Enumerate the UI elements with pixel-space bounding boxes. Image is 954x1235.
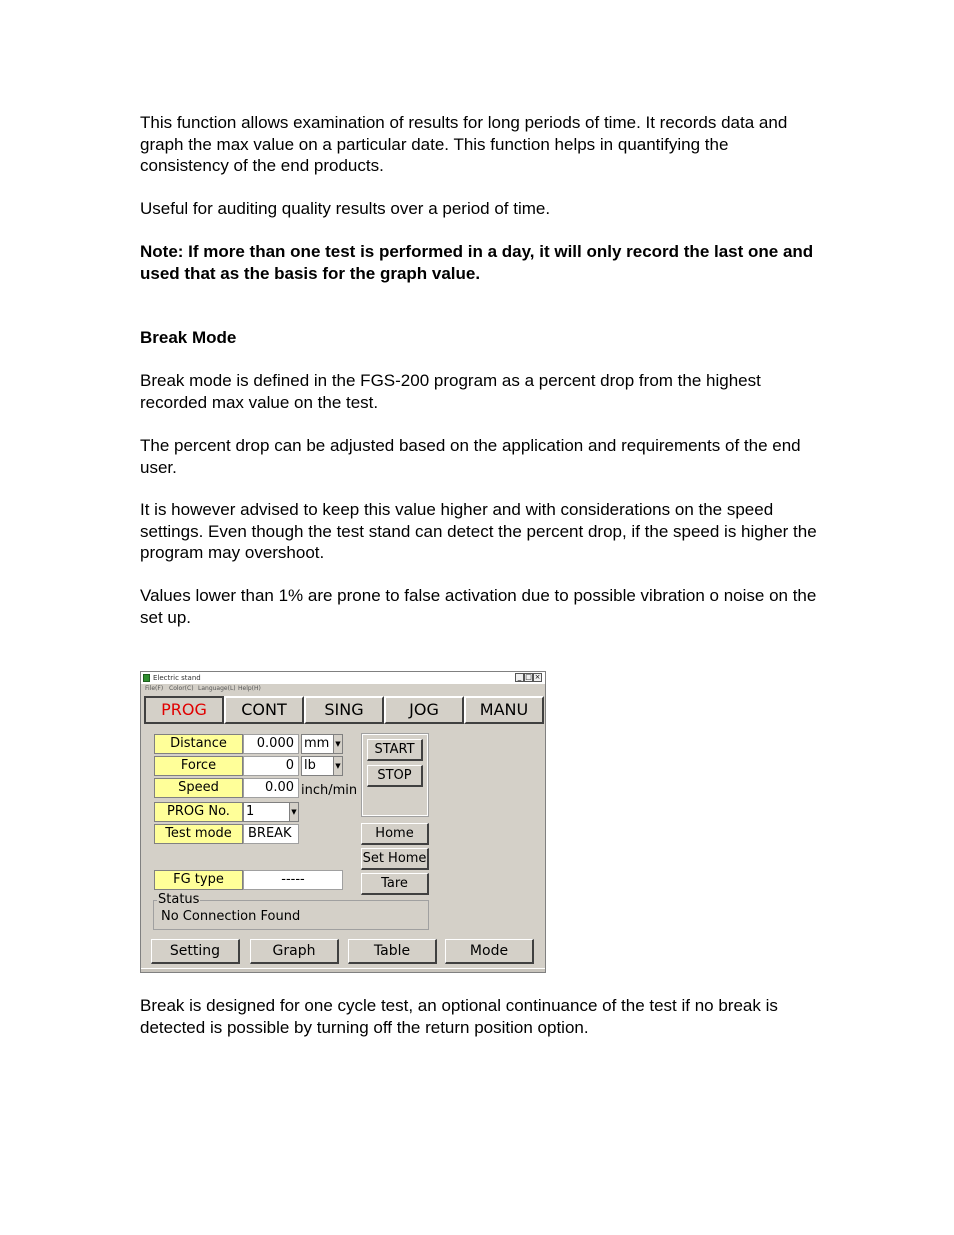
force-label: Force bbox=[154, 756, 243, 776]
tare-button[interactable]: Tare bbox=[361, 873, 429, 895]
distance-label: Distance bbox=[154, 734, 243, 754]
note-paragraph: Note: If more than one test is performed in a day, it will only record the last one and used that as the basis for the graph value. bbox=[140, 242, 814, 283]
tab-sing[interactable]: SING bbox=[304, 696, 384, 724]
status-text: No Connection Found bbox=[161, 909, 301, 924]
start-button[interactable]: START bbox=[367, 739, 423, 761]
menu-language[interactable]: Language(L) bbox=[198, 685, 236, 692]
app-icon bbox=[143, 674, 150, 682]
graph-button[interactable]: Graph bbox=[250, 939, 339, 964]
intro-paragraph: This function allows examination of results for long periods of time. It records data and graph the max value on a particular date. This function helps in quantifying the consistency of the end products. bbox=[140, 113, 788, 175]
fg-type-value: ----- bbox=[243, 870, 343, 890]
close-button[interactable]: × bbox=[534, 673, 541, 681]
status-title: Status bbox=[158, 892, 200, 907]
speed-label: Speed bbox=[154, 778, 243, 798]
low-values-paragraph: Values lower than 1% are prone to false activation due to possible vibration o noise on the set up. bbox=[140, 586, 817, 627]
distance-unit-select[interactable] bbox=[301, 734, 343, 754]
speed-advice-paragraph: It is however advised to keep this value higher and with considerations on the speed settings. Even though the test stand can detect the percent drop, if the speed is higher the program may overshoot. bbox=[140, 500, 817, 562]
mode-button[interactable]: Mode bbox=[445, 939, 534, 964]
tab-cont[interactable]: CONT bbox=[224, 696, 304, 724]
home-button[interactable]: Home bbox=[361, 823, 429, 845]
stop-button[interactable]: STOP bbox=[367, 765, 423, 787]
break-mode-heading: Break Mode bbox=[140, 328, 237, 347]
tab-manu[interactable]: MANU bbox=[464, 696, 544, 724]
closing-paragraph: Break is designed for one cycle test, an optional continuance of the test if no break is detected is possible by turning off the return position option. bbox=[140, 996, 778, 1037]
prog-no-label: PROG No. bbox=[154, 802, 243, 822]
table-button[interactable]: Table bbox=[348, 939, 437, 964]
menu-bar bbox=[141, 684, 545, 694]
electric-stand-window bbox=[140, 671, 546, 973]
window-title: Electric stand bbox=[153, 674, 201, 682]
speed-unit: inch/min bbox=[301, 783, 358, 798]
chevron-down-icon[interactable]: ▼ bbox=[289, 803, 298, 821]
distance-unit-value: mm bbox=[304, 736, 330, 751]
minimize-button[interactable]: _ bbox=[515, 673, 524, 682]
percent-drop-paragraph: The percent drop can be adjusted based on the application and requirements of the end user. bbox=[140, 436, 801, 477]
tab-jog[interactable]: JOG bbox=[384, 696, 464, 724]
distance-value: 0.000 bbox=[243, 734, 299, 754]
test-mode-label: Test mode bbox=[154, 824, 243, 844]
break-mode-definition: Break mode is defined in the FGS-200 program as a percent drop from the highest recorded max value on the test. bbox=[140, 371, 761, 412]
chevron-down-icon[interactable]: ▼ bbox=[333, 735, 342, 753]
chevron-down-icon[interactable]: ▼ bbox=[333, 757, 342, 775]
menu-help[interactable]: Help(H) bbox=[238, 685, 261, 692]
force-unit-select[interactable] bbox=[301, 756, 343, 776]
test-mode-value: BREAK bbox=[243, 824, 299, 844]
title-bar bbox=[141, 672, 545, 684]
setting-button[interactable]: Setting bbox=[151, 939, 240, 964]
prog-no-select[interactable] bbox=[243, 802, 299, 822]
menu-file[interactable]: File(F) bbox=[145, 685, 164, 692]
tab-prog[interactable]: PROG bbox=[144, 696, 224, 724]
fg-type-label: FG type bbox=[154, 870, 243, 890]
speed-value: 0.00 bbox=[243, 778, 299, 798]
status-strip bbox=[141, 968, 545, 973]
auditing-paragraph: Useful for auditing quality results over a period of time. bbox=[140, 199, 551, 218]
force-value: 0 bbox=[243, 756, 299, 776]
menu-color[interactable]: Color(C) bbox=[169, 685, 194, 692]
prog-no-value: 1 bbox=[246, 804, 255, 819]
force-unit-value: lb bbox=[304, 758, 316, 773]
set-home-button[interactable]: Set Home bbox=[361, 848, 429, 870]
maximize-button[interactable]: □ bbox=[525, 673, 532, 681]
